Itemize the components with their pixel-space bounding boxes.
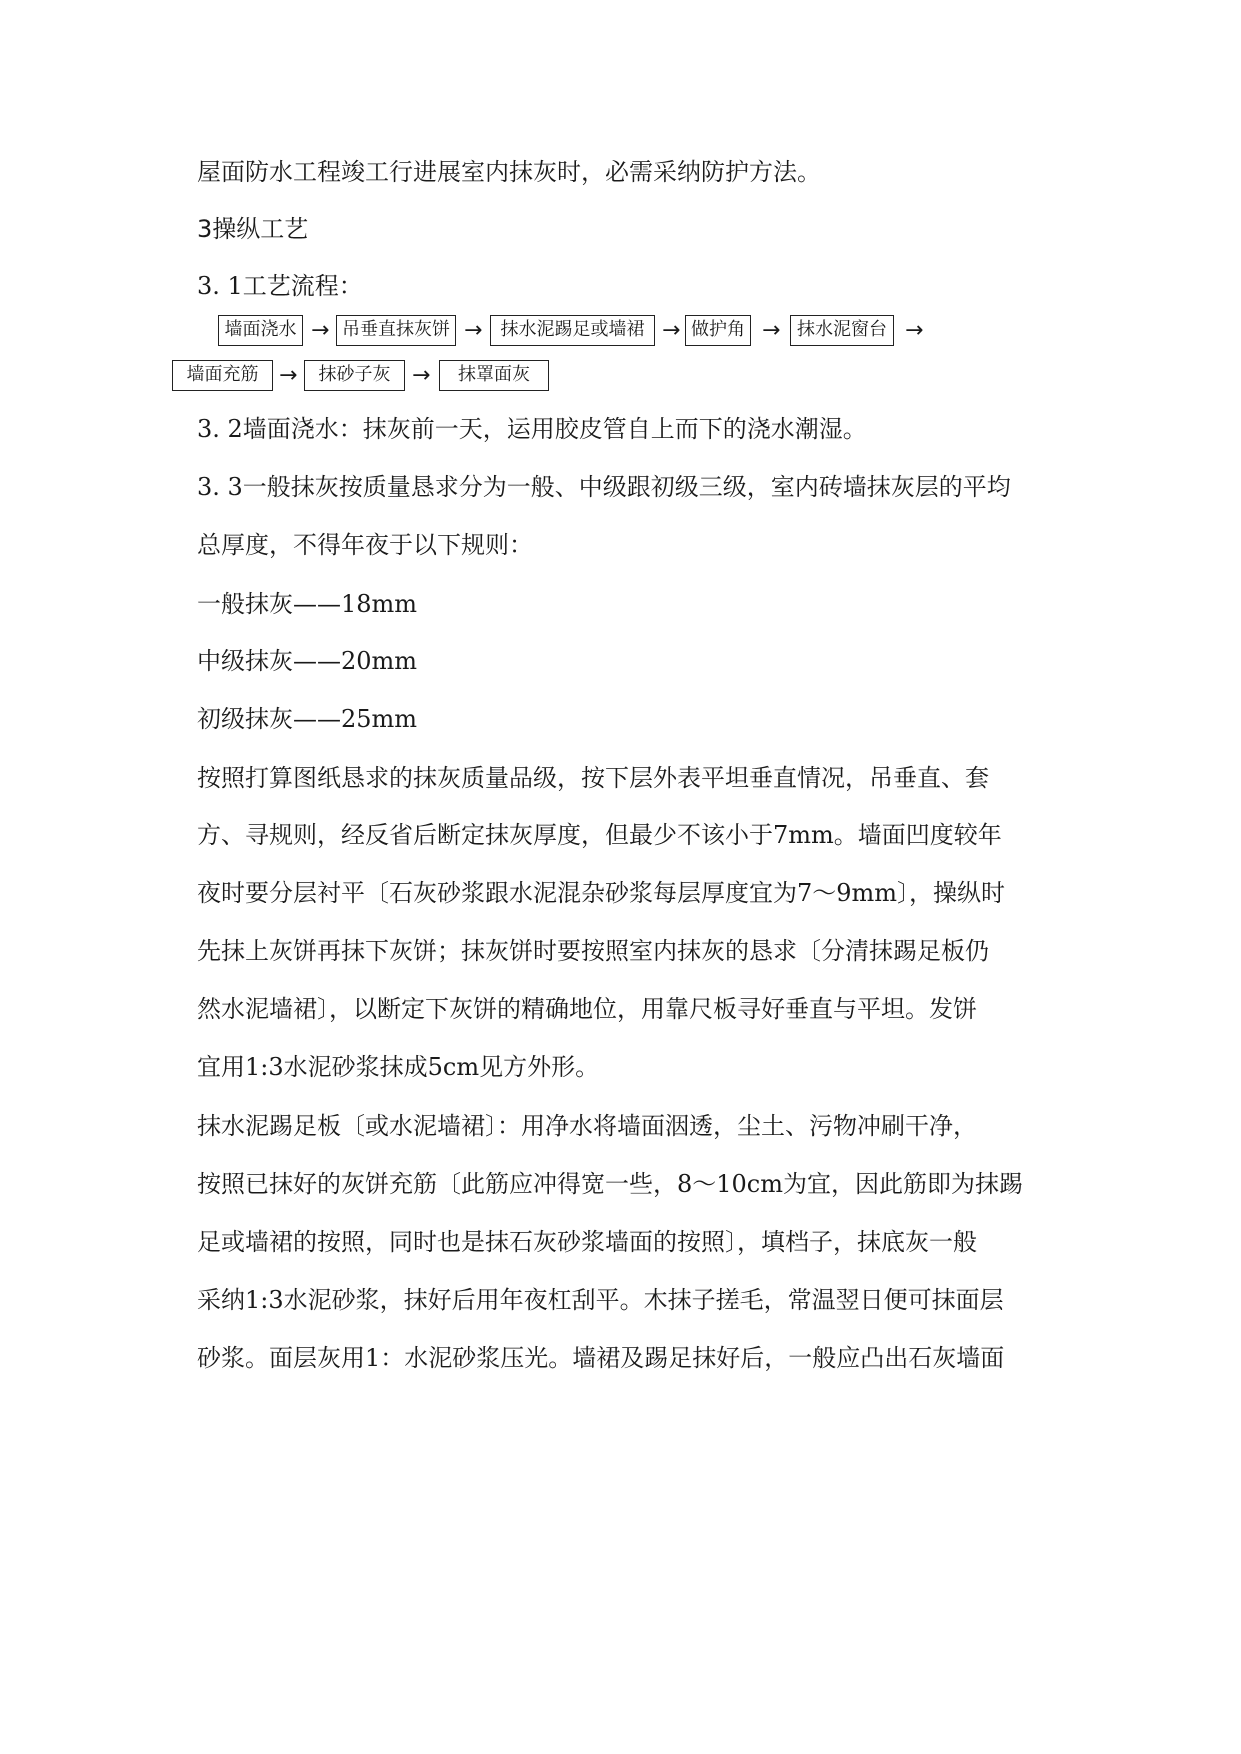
flow-arrow: → bbox=[662, 318, 681, 343]
flow-step: 抹水泥踢足或墙裙 bbox=[490, 315, 655, 346]
section-heading-3: 3操纵工艺 bbox=[197, 215, 309, 243]
body-line-5: 然水泥墙裙〕，以断定下灰饼的精确地位，用靠尺板寻好垂直与平坦。发饼 bbox=[197, 995, 977, 1023]
flow-arrow: → bbox=[412, 363, 431, 388]
skirting-line-1: 抹水泥踢足板〔或水泥墙裙〕：用净水将墙面洇透，尘土、污物冲刷干净， bbox=[197, 1112, 977, 1140]
flow-step: 抹水泥窗台 bbox=[790, 315, 894, 346]
flow-step: 做护角 bbox=[685, 315, 751, 346]
body-line-4: 先抹上灰饼再抹下灰饼；抹灰饼时要按照室内抹灰的恳求〔分清抹踢足板仍 bbox=[197, 937, 989, 965]
body-line-6: 宜用1:3水泥砂浆抹成5cm见方外形。 bbox=[197, 1053, 600, 1081]
flow-row-2 bbox=[0, 360, 1241, 400]
skirting-line-2: 按照已抹好的灰饼充筋〔此筋应冲得宽一些，8～10cm为宜，因此筋即为抹踢 bbox=[197, 1170, 1024, 1198]
flow-arrow: → bbox=[762, 318, 781, 343]
section-3-3-line-1: 3. 3一般抹灰按质量恳求分为一般、中级跟初级三级，室内砖墙抹灰层的平均 bbox=[197, 473, 1011, 501]
section-heading-3-1: 3. 1工艺流程： bbox=[197, 272, 363, 300]
flow-step: 抹砂子灰 bbox=[304, 360, 405, 391]
skirting-line-4: 采纳1:3水泥砂浆，抹好后用年夜杠刮平。木抹子搓毛，常温翌日便可抹面层 bbox=[197, 1286, 1004, 1314]
flow-arrow: → bbox=[464, 318, 483, 343]
flow-arrow: → bbox=[311, 318, 330, 343]
flow-step: 抹罩面灰 bbox=[439, 360, 549, 391]
section-3-3-line-2: 总厚度，不得年夜于以下规则： bbox=[197, 531, 533, 559]
body-line-1: 按照打算图纸恳求的抹灰质量品级，按下层外表平坦垂直情况，吊垂直、套 bbox=[197, 764, 989, 792]
grade-medium: 中级抹灰——20mm bbox=[197, 647, 418, 675]
grade-senior: 初级抹灰——25mm bbox=[197, 705, 418, 733]
flow-step: 吊垂直抹灰饼 bbox=[336, 315, 456, 346]
flow-step: 墙面浇水 bbox=[218, 315, 303, 346]
skirting-line-5: 砂浆。面层灰用1：水泥砂浆压光。墙裙及踢足抹好后，一般应凸出石灰墙面 bbox=[197, 1344, 1005, 1372]
intro-paragraph: 屋面防水工程竣工行进展室内抹灰时，必需采纳防护方法。 bbox=[197, 158, 821, 186]
flow-row-1 bbox=[0, 315, 1241, 355]
body-line-3: 夜时要分层衬平〔石灰砂浆跟水泥混杂砂浆每层厚度宜为7～9mm〕，操纵时 bbox=[197, 879, 1006, 907]
flow-step: 墙面充筋 bbox=[172, 360, 273, 391]
section-3-2: 3. 2墙面浇水：抹灰前一天，运用胶皮管自上而下的浇水潮湿。 bbox=[197, 415, 867, 443]
flow-arrow: → bbox=[279, 363, 298, 388]
grade-basic: 一般抹灰——18mm bbox=[197, 590, 418, 618]
body-line-2: 方、寻规则，经反省后断定抹灰厚度，但最少不该小于7mm。墙面凹度较年 bbox=[197, 821, 1002, 849]
skirting-line-3: 足或墙裙的按照，同时也是抹石灰砂浆墙面的按照〕，填档子，抹底灰一般 bbox=[197, 1228, 977, 1256]
flow-arrow: → bbox=[905, 318, 924, 343]
